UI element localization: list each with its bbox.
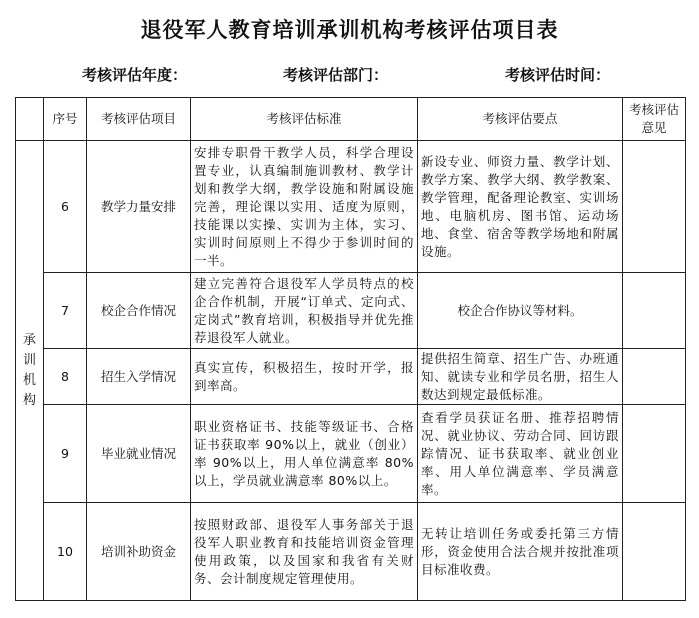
row-item: 培训补助资金 — [87, 503, 191, 601]
row-points: 提供招生简章、招生广告、办班通知、就读专业和学员名册，招生人数达到规定最低标准。 — [418, 349, 623, 405]
row-standard: 按照财政部、退役军人事务部关于退役军人职业教育和技能培训资金管理使用政策，以及国家和我省有关财务、会计制度规定管理使用。 — [191, 503, 418, 601]
table-row — [16, 349, 686, 405]
row-opinion — [623, 503, 686, 601]
header-number: 序号 — [44, 98, 87, 141]
table-row — [16, 503, 686, 601]
table-header-row — [16, 98, 686, 141]
row-standard: 职业资格证书、技能等级证书、合格证书获取率 90%以上，就业（创业）率 90%以上，用人单位满意率 80%以上，学员就业满意率 80%以上。 — [191, 405, 418, 503]
row-number: 6 — [44, 141, 87, 273]
table-row — [16, 405, 686, 503]
row-points: 校企合作协议等材料。 — [418, 273, 623, 349]
header-opinion: 考核评估意见 — [623, 98, 686, 141]
row-number: 10 — [44, 503, 87, 601]
row-number: 8 — [44, 349, 87, 405]
table-row — [16, 141, 686, 273]
category-cell — [16, 141, 44, 601]
row-standard: 安排专职骨干教学人员，科学合理设置专业，认真编制施训教材、教学计划和教学大纲，教学设施和附属设施完善，理论课以实用、适度为原则，技能课以实操、实训为主体，实习、实训时间原则上不得少于参训时间的一半。 — [191, 141, 418, 273]
assessment-department-label: 考核评估部门： — [283, 66, 389, 84]
row-item: 招生入学情况 — [87, 349, 191, 405]
assessment-table — [15, 97, 686, 601]
row-item: 毕业就业情况 — [87, 405, 191, 503]
row-number: 7 — [44, 273, 87, 349]
row-item: 教学力量安排 — [87, 141, 191, 273]
row-points: 无转让培训任务或委托第三方情形，资金使用合法合规并按批准项目标准收费。 — [418, 503, 623, 601]
row-standard: 真实宣传，积极招生，按时开学，报到率高。 — [191, 349, 418, 405]
page-title: 退役军人教育培训承训机构考核评估项目表 — [140, 18, 559, 42]
category-label: 承训机构 — [22, 332, 36, 408]
row-number: 9 — [44, 405, 87, 503]
header-standard: 考核评估标准 — [191, 98, 418, 141]
header-blank — [16, 98, 44, 141]
assessment-year-label: 考核评估年度： — [82, 66, 188, 84]
row-opinion — [623, 405, 686, 503]
row-opinion — [623, 141, 686, 273]
row-opinion — [623, 349, 686, 405]
row-standard: 建立完善符合退役军人学员特点的校企合作机制，开展“订单式、定向式、定岗式”教育培训，积极指导并优先推荐退役军人就业。 — [191, 273, 418, 349]
row-item: 校企合作情况 — [87, 273, 191, 349]
header-item: 考核评估项目 — [87, 98, 191, 141]
row-opinion — [623, 273, 686, 349]
row-points: 查看学员获证名册、推荐招聘情况、就业协议、劳动合同、回访跟踪情况、证书获取率、就业创业率、用人单位满意率、学员满意率。 — [418, 405, 623, 503]
assessment-time-label: 考核评估时间： — [505, 66, 611, 84]
table-row — [16, 273, 686, 349]
row-points: 新设专业、师资力量、教学计划、教学方案、教学大纲、教学教案、教学管理，配备理论教室、实训场地、电脑机房、图书馆、运动场地、食堂、宿舍等教学场地和附属设施。 — [418, 141, 623, 273]
header-points: 考核评估要点 — [418, 98, 623, 141]
